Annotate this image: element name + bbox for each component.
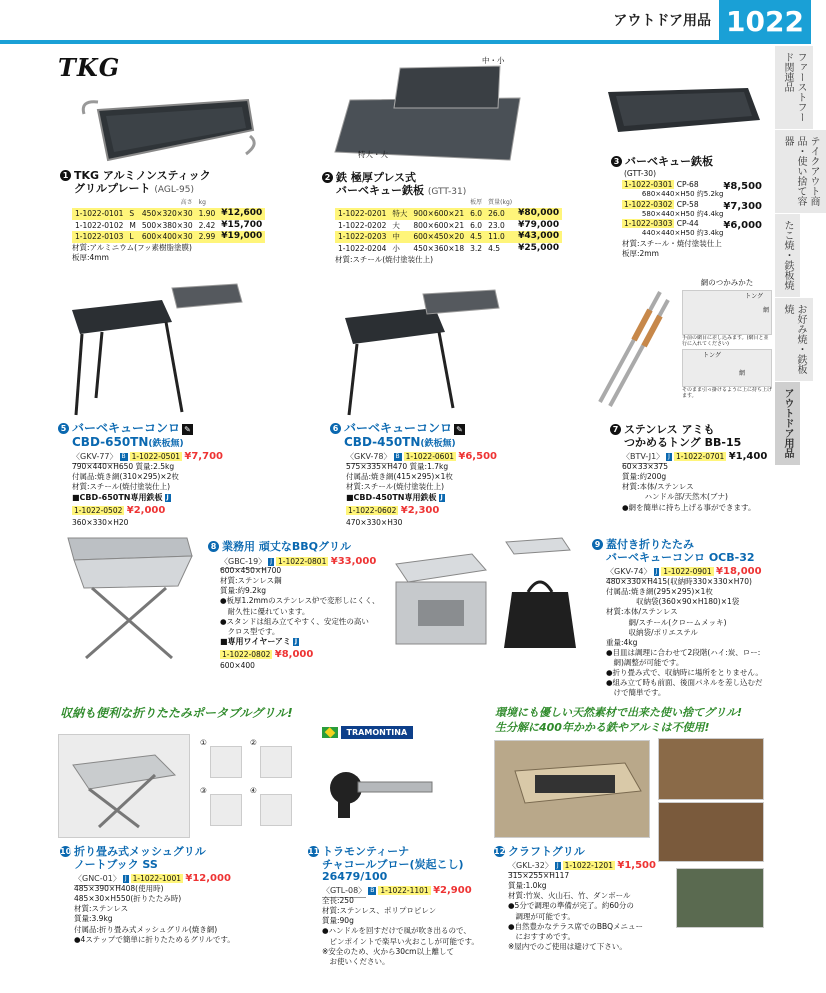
side-tab-okonomiyaki[interactable]: お好み焼・鉄板焼: [775, 298, 813, 382]
p2-code: 1-1022-0203: [335, 231, 389, 243]
p11-detail: ●ハンドルを回すだけで風が吹き出るので、: [322, 926, 471, 936]
p8-details: [220, 566, 380, 671]
p10-title: [60, 846, 206, 871]
side-index: [775, 46, 819, 466]
p11-detail: ※安全のため、火から30cm以上離して: [322, 946, 454, 956]
craft-grill-scene-image3: [676, 868, 764, 928]
p12-code: 1-1022-1201: [564, 861, 613, 870]
p2-weight: 23.0: [488, 220, 505, 230]
p5-title: [58, 422, 193, 450]
p10-detail: 質量:3.9kg: [74, 914, 113, 924]
p2-thick: 6.0: [470, 220, 483, 230]
p6-title-line2: CBD-450TN: [344, 434, 421, 449]
p2-title-line1: 鉄 極厚プレス式: [336, 171, 417, 184]
p12-detail: におすすめです。: [508, 931, 575, 941]
p3-code: 1-1022-0302: [624, 199, 673, 209]
p12-title: [494, 846, 585, 859]
p1-weight: 2.99: [196, 231, 219, 243]
p10-price: ¥12,000: [185, 873, 231, 884]
table-row: [335, 231, 562, 243]
header-category: アウトドア用品: [613, 13, 711, 29]
p5-acc-code: 1-1022-0502: [74, 506, 123, 516]
bbq-grill-gbc19-image: [62, 530, 197, 660]
tramontina-logo: [322, 727, 413, 738]
p7-detail: ●網を簡単に持ち上げる事ができます。: [622, 502, 756, 512]
folding-steps-diagram: [198, 736, 296, 836]
banner-eco-line1: 環境にも優しい天然素材で出来た使い捨てグリル!: [495, 706, 743, 719]
p5-tag: B: [121, 453, 126, 460]
p1-material: 材質:アルミニウム(フッ素樹脂塗膜): [72, 243, 192, 252]
p2-price: ¥25,000: [518, 243, 560, 254]
p6-acc-title-text: ■CBD-450TN専用鉄板: [346, 493, 437, 503]
p9-tag: J: [655, 568, 658, 575]
grill-plate-image: [78, 90, 258, 168]
p10-detail: 485×390×H408(使用時): [74, 884, 164, 893]
p5-acc-price: ¥2,000: [126, 505, 166, 517]
p5-title-line2: CBD-650TN: [72, 434, 149, 449]
p6-detail: 575×335×H470 質量:1.7kg: [346, 462, 449, 471]
p10-detail: 付属品:折り畳み式メッシュグリル(焼き網): [74, 924, 218, 934]
p10-detail: ●4ステップで簡単に折りたためるグリルです。: [74, 934, 235, 944]
p5-acc-spec: 360×330×H20: [72, 517, 129, 527]
p3-spec-list: [622, 180, 762, 259]
p8-detail: ●板厚1.2mmのステンレス炉で変形しにくく、: [220, 596, 380, 606]
p2-hdr-price: [515, 197, 562, 208]
table-row: [335, 220, 562, 232]
p1-hdr-price: [218, 197, 265, 208]
p12-number: 12: [494, 847, 506, 856]
p5-acc-title-text: ■CBD-650TN専用鉄板: [72, 493, 163, 503]
p11-detail: 質量:90g: [322, 916, 354, 926]
p7-ref: 〈BTV-J1〉: [622, 452, 664, 464]
diagram-step2: [682, 349, 772, 387]
craft-grill-image: [494, 740, 650, 838]
tkg-logo: TKG: [58, 53, 121, 82]
p1-size: S: [126, 208, 138, 220]
p6-detail: 付属品:焼き網(415×295)×1枚: [346, 472, 453, 482]
p2-hdr-code: [335, 197, 389, 208]
p8-number: 8: [208, 541, 219, 552]
p10-title-line1: 折り畳み式メッシュグリル: [74, 845, 206, 858]
p1-price: ¥19,000: [218, 231, 265, 243]
p12-title-text: クラフトグリル: [508, 845, 585, 858]
header-rule: [0, 40, 811, 44]
bbq-plate-image: [598, 82, 763, 142]
p5-title-note: (鉄板無): [148, 438, 184, 449]
p5-price: ¥7,700: [184, 451, 223, 462]
step-4-image: [260, 794, 292, 826]
p5-ref: 〈GKV-77〉: [72, 452, 118, 464]
table-row: [335, 208, 562, 220]
p6-number: 6: [330, 423, 341, 434]
p9-price: ¥18,000: [716, 566, 762, 577]
banner-eco-line2: 生分解に400年かかる鉄やアルミは不使用!: [495, 721, 710, 734]
p3-name: CP-68: [676, 180, 699, 189]
p2-price: ¥43,000: [515, 231, 562, 243]
table-row: [335, 243, 562, 255]
diagram-label-tong2: トング: [703, 352, 721, 360]
step-4-label: ④: [250, 786, 257, 795]
p7-title-line1: ステンレス アミも: [624, 423, 715, 436]
p11-detail: 全長:250: [322, 896, 354, 905]
p1-hdr-height: 高さ: [180, 198, 193, 206]
brazil-flag-icon: [322, 727, 338, 738]
p1-dims: 500×380×30: [141, 220, 193, 230]
p1-code: 1-1022-0101: [72, 208, 126, 220]
p12-tag: J: [556, 862, 559, 869]
p12-detail: ●自然豊かなテラス席でのBBQメニュー: [508, 921, 644, 931]
p10-tag: J: [124, 875, 127, 882]
p6-acc-order: [346, 504, 453, 518]
p8-code: 1-1022-0801: [277, 557, 327, 566]
p8-price: ¥33,000: [330, 556, 377, 567]
p10-number: 10: [60, 847, 72, 856]
p3-price: ¥7,300: [723, 200, 762, 212]
p3-name: CP-44: [676, 219, 699, 229]
p6-price: ¥6,500: [458, 451, 497, 462]
p10-detail: 485×30×H550(折りたたみ時): [74, 894, 182, 904]
table-row: [72, 208, 265, 220]
p1-thickness: 板厚:4mm: [72, 253, 109, 262]
p2-thick: 6.0: [467, 208, 485, 220]
side-tab-outdoor[interactable]: アウトドア用品: [775, 382, 800, 466]
p2-code: 1-1022-0204: [338, 244, 387, 254]
p2-size: 特大: [389, 208, 410, 220]
p1-title-line1: TKG アルミノンスティック: [74, 169, 211, 182]
step-2-label: ②: [250, 738, 257, 747]
p2-model: (GTT-31): [427, 186, 467, 197]
p2-label-big: 特大・大: [358, 150, 388, 159]
p11-ref: 〈GTL-08〉: [322, 886, 366, 898]
p8-title: [208, 541, 351, 554]
p10-ref: 〈GNC-01〉: [74, 874, 121, 886]
p5-detail: 材質:スチール(焼付塗装仕上): [72, 482, 171, 492]
p1-weight: 2.42: [198, 220, 216, 230]
p3-spec: 680×440×H50 約5.2kg: [641, 190, 724, 199]
step-3-label: ③: [200, 786, 207, 795]
p8-ref: 〈GBC-19〉: [220, 557, 266, 569]
side-tab-takeout[interactable]: テイクアウト商品・使い捨て容器: [775, 130, 826, 214]
p2-code: 1-1022-0201: [335, 208, 389, 220]
tramontina-brand: TRAMONTINA: [341, 726, 414, 739]
p10-details: [74, 884, 235, 945]
p2-price: ¥79,000: [518, 219, 560, 230]
grill-cbd650-image: [62, 280, 252, 420]
step-1-label: ①: [200, 738, 207, 747]
p10-code: 1-1022-1001: [132, 874, 181, 883]
p7-detail: 60×33×375: [622, 462, 668, 471]
p11-detail: お使いください。: [322, 956, 390, 966]
p8-title-text: 業務用 頑丈なBBQグリル: [222, 540, 351, 553]
p7-detail: ハンドル部/天然木(ブナ): [622, 492, 728, 502]
charcoal-blower-image: [322, 760, 442, 820]
tong-usage-diagram: [682, 278, 772, 418]
p7-detail: 材質:本体/ステンレス: [622, 482, 694, 492]
p3-spec: 440×440×H50 約3.4kg: [641, 229, 724, 238]
p8-detail: 600×450×H700: [220, 566, 282, 575]
step-2-image: [260, 746, 292, 778]
diagram-label-net: 網: [762, 307, 769, 315]
p2-dims: 450×360×18: [413, 244, 465, 254]
p5-detail: 790×440×H650 質量:2.5kg: [72, 462, 175, 471]
p12-detail: 315×255×H117: [508, 871, 570, 880]
p11-title: [308, 846, 464, 884]
p6-acc-price: ¥2,300: [400, 505, 440, 517]
p2-spec-table: [335, 197, 562, 255]
p5-details: [72, 462, 179, 528]
p5-acc-title: [72, 493, 179, 504]
p3-name: CP-58: [676, 199, 699, 209]
p7-detail: 質量:約200g: [622, 472, 667, 482]
p11-details: [322, 896, 479, 967]
p2-label-small: 中・小: [482, 56, 505, 65]
folding-grill-ocb32-image: [382, 530, 587, 660]
p6-details: [346, 462, 453, 528]
p9-title-line2: バーベキューコンロ OCB-32: [606, 550, 755, 564]
step-3-image: [210, 794, 242, 826]
p2-hdr-weight: 質量(kg): [488, 198, 513, 206]
list-item: [622, 200, 762, 210]
diagram-step1: [682, 290, 772, 335]
p6-acc-tag: J: [440, 494, 443, 502]
p6-title: [330, 422, 465, 450]
p2-thick: 3.2: [470, 244, 483, 254]
p2-hdr-thick: 板厚: [470, 198, 483, 206]
p2-number: 2: [322, 172, 333, 183]
p7-number: 7: [610, 424, 621, 435]
p3-model: (GTT-30): [624, 169, 656, 178]
p9-ref: 〈GKV-74〉: [606, 567, 652, 579]
p9-detail: 収納袋(360×90×H180)×1袋: [606, 597, 740, 607]
p6-detail: 材質:スチール(焼付塗装仕上): [346, 482, 445, 492]
p1-model: (AGL-95): [154, 184, 194, 195]
p12-details: [508, 871, 643, 952]
p1-price: ¥15,700: [221, 219, 263, 230]
p2-hdr-size: [389, 197, 410, 208]
p12-detail: 材質:竹炭、火山石、竹、ダンボール: [508, 891, 631, 901]
p5-acc-order: [72, 504, 179, 518]
p5-number: 5: [58, 423, 69, 434]
p9-detail: 材質:本体/ステンレス: [606, 607, 678, 617]
p2-size: 小: [392, 244, 400, 254]
p6-acc-code: 1-1022-0602: [348, 506, 397, 516]
p8-detail: 質量:約9.2kg: [220, 586, 267, 596]
p1-dims: 600×400×30: [139, 231, 196, 243]
p11-price: ¥2,900: [433, 885, 472, 896]
p9-detail: ●目皿は調理に合わせて2段階(ハイ:炭、ロー:: [606, 647, 761, 657]
p5-acc-tag: J: [166, 494, 169, 502]
p9-detail: 重量:4kg: [606, 637, 638, 647]
p8-acc-spec: 600×400: [220, 661, 255, 671]
diagram-label-tong: トング: [745, 293, 763, 301]
wrench-icon: ✎: [454, 424, 465, 435]
p2-hdr-dims: [410, 197, 467, 208]
p7-tag: J: [668, 453, 670, 460]
p1-hdr-kg: kg: [198, 198, 206, 206]
p9-title: [592, 539, 755, 564]
grill-cbd450-image: [335, 280, 525, 420]
p8-acc-title-text: ■専用ワイヤーアミ: [220, 636, 291, 646]
p6-acc-spec: 470×330×H30: [346, 517, 403, 527]
p3-number: 3: [611, 156, 622, 167]
p3-title-text: バーベキュー鉄板: [625, 155, 713, 168]
p3-price: ¥8,500: [723, 181, 762, 192]
banner-portable-grill: 収納も便利な折りたたみポータブルグリル!: [60, 706, 293, 720]
p12-detail: ●5分で調理の準備が完了。約60分の: [508, 901, 634, 911]
p9-detail: 480×330×H415(収納時330×330×H70): [606, 577, 752, 586]
p6-title-note: (鉄板無): [420, 438, 456, 449]
p8-detail: 耐久性に優れています。: [220, 606, 310, 616]
p12-detail: ※屋内でのご使用は避けて下さい。: [508, 941, 627, 951]
p10-title-line2: ノートブック SS: [74, 857, 158, 871]
p7-title-line2: つかめるトング BB-15: [624, 435, 742, 449]
p2-dims: 800×600×21: [413, 220, 465, 230]
p11-title-line1: トラモンティーナ: [322, 845, 410, 858]
side-tab-takoyaki[interactable]: たこ焼・鉄板焼: [775, 214, 800, 298]
wrench-icon: ✎: [182, 424, 193, 435]
p12-ref: 〈GKL-32〉: [508, 861, 553, 873]
p11-code: 1-1022-1101: [380, 886, 429, 895]
p2-title: [322, 172, 466, 197]
p12-detail: 質量:1.0kg: [508, 881, 547, 891]
p2-size: 中: [389, 231, 410, 243]
p8-acc-tag: J: [294, 637, 298, 645]
p5-title-line1: バーベキューコンロ: [72, 421, 181, 435]
p1-hdr-size: [126, 197, 138, 208]
p8-detail: ●スタンドは組み立てやすく、安定性の高い: [220, 616, 369, 626]
p3-material: 材質:スチール・焼付塗装仕上: [622, 238, 722, 248]
p1-weight: 1.90: [196, 208, 219, 220]
list-item: [622, 219, 762, 232]
p11-title-line3: 26479/100: [322, 870, 388, 884]
p2-weight: 11.0: [485, 231, 515, 243]
diagram-caption1: 手前の網目に差し込みます。(網目と並行に入れてください): [682, 335, 769, 348]
p2-price: ¥80,000: [515, 208, 562, 220]
p8-detail: 材質:ステンレス鋼: [220, 576, 282, 586]
p2-dims: 900×600×21: [410, 208, 467, 220]
p10-detail: 材質:ステンレス: [74, 904, 129, 914]
p9-detail: 網/スチール(クロームメッキ): [606, 617, 727, 627]
p9-detail: けで簡単です。: [606, 688, 666, 698]
p1-spec-table: [72, 197, 265, 243]
p9-detail: ●組み立て時も前面、後面パネルを差し込むだ: [606, 678, 763, 688]
mesh-grill-image: [58, 734, 190, 838]
p9-number: 9: [592, 539, 603, 550]
p5-detail: 付属品:焼き網(310×295)×2枚: [72, 472, 179, 482]
p1-code: 1-1022-0103: [72, 231, 126, 243]
p1-size: L: [126, 231, 138, 243]
p1-code: 1-1022-0102: [75, 220, 124, 230]
p11-detail: 材質:ステンレス、ポリプロピレン: [322, 906, 437, 916]
p7-details: [622, 462, 755, 513]
p8-acc-code: 1-1022-0802: [222, 649, 271, 659]
p2-code: 1-1022-0202: [338, 220, 387, 230]
p3-code: 1-1022-0303: [624, 219, 673, 229]
p2-size: 大: [392, 220, 400, 230]
p1-title: [60, 170, 211, 195]
p7-title: [610, 424, 741, 449]
p2-weight: 26.0: [485, 208, 515, 220]
p12-detail: 調理が可能です。: [508, 911, 575, 921]
p9-details: [606, 577, 763, 699]
p12-price: ¥1,500: [617, 860, 656, 871]
tongs-image: [590, 282, 670, 412]
step-1-image: [210, 746, 242, 778]
p3-spec: 580×440×H50 約4.4kg: [641, 209, 724, 218]
p1-hdr-code: [72, 197, 126, 208]
p2-material: 材質:スチール(焼付塗装仕上): [335, 255, 434, 264]
side-tab-fastfood[interactable]: ファーストフード関連品: [775, 46, 813, 130]
p9-detail: 網)調整が可能です。: [606, 658, 684, 667]
craft-grill-scene-image1: [658, 738, 764, 800]
p11-detail: ピンポイントで楽早い火おこしが可能です。: [322, 936, 479, 946]
p7-code: 1-1022-0701: [675, 452, 725, 461]
p3-code: 1-1022-0301: [624, 180, 673, 189]
p6-code: 1-1022-0601: [405, 452, 454, 461]
p11-number: 11: [308, 847, 320, 856]
diagram-label-net2: 網: [739, 370, 746, 378]
p1-title-line2: グリルプレート: [74, 181, 151, 195]
diagram-caption2: そのまま引っ掛けるように上に持ち上げます。: [682, 387, 773, 400]
diagram-title: 網のつかみかた: [700, 278, 754, 287]
p1-number: 1: [60, 170, 71, 181]
p6-title-line1: バーベキューコンロ: [344, 421, 453, 435]
p9-detail: ●折り畳み式で、収納時に場所をとりません。: [606, 668, 763, 678]
p2-title-line2: バーベキュー鉄板: [336, 183, 424, 197]
p1-dims: 450×320×30: [139, 208, 196, 220]
p8-acc-order: [220, 648, 380, 662]
p11-title-line2: チャコールブロー(炭起こし): [322, 857, 464, 871]
p6-ref: 〈GKV-78〉: [346, 452, 392, 464]
p8-acc-title: [220, 637, 380, 648]
table-row: [72, 231, 265, 243]
p2-thick: 4.5: [467, 231, 485, 243]
p9-code: 1-1022-0901: [663, 567, 712, 576]
p3-price: ¥6,000: [723, 220, 762, 232]
p2-dims: 600×450×20: [410, 231, 467, 243]
p6-tag: B: [395, 453, 400, 460]
p8-detail: クロス型です。: [220, 626, 280, 636]
p1-size: M: [129, 220, 136, 230]
p1-price: ¥12,600: [218, 208, 265, 220]
craft-grill-scene-image2: [658, 802, 764, 862]
p2-weight: 4.5: [488, 244, 501, 254]
table-row: [72, 220, 265, 232]
p11-tag: B: [370, 887, 375, 894]
p8-tag: J: [270, 558, 272, 565]
p3-title: [611, 156, 713, 169]
p8-acc-price: ¥8,000: [274, 648, 314, 660]
p5-code: 1-1022-0501: [131, 452, 180, 461]
p9-title-line1: 蓋付き折りたたみ: [606, 538, 694, 551]
p9-detail: 収納袋/ポリエステル: [606, 627, 698, 637]
p7-price: ¥1,400: [728, 451, 768, 462]
p6-acc-title: [346, 493, 453, 504]
list-item: [622, 180, 762, 190]
p9-detail: 付属品:焼き網(295×295)×1枚: [606, 587, 713, 597]
p3-thickness: 板厚:2mm: [622, 248, 659, 258]
page-number: 1022: [719, 0, 811, 44]
